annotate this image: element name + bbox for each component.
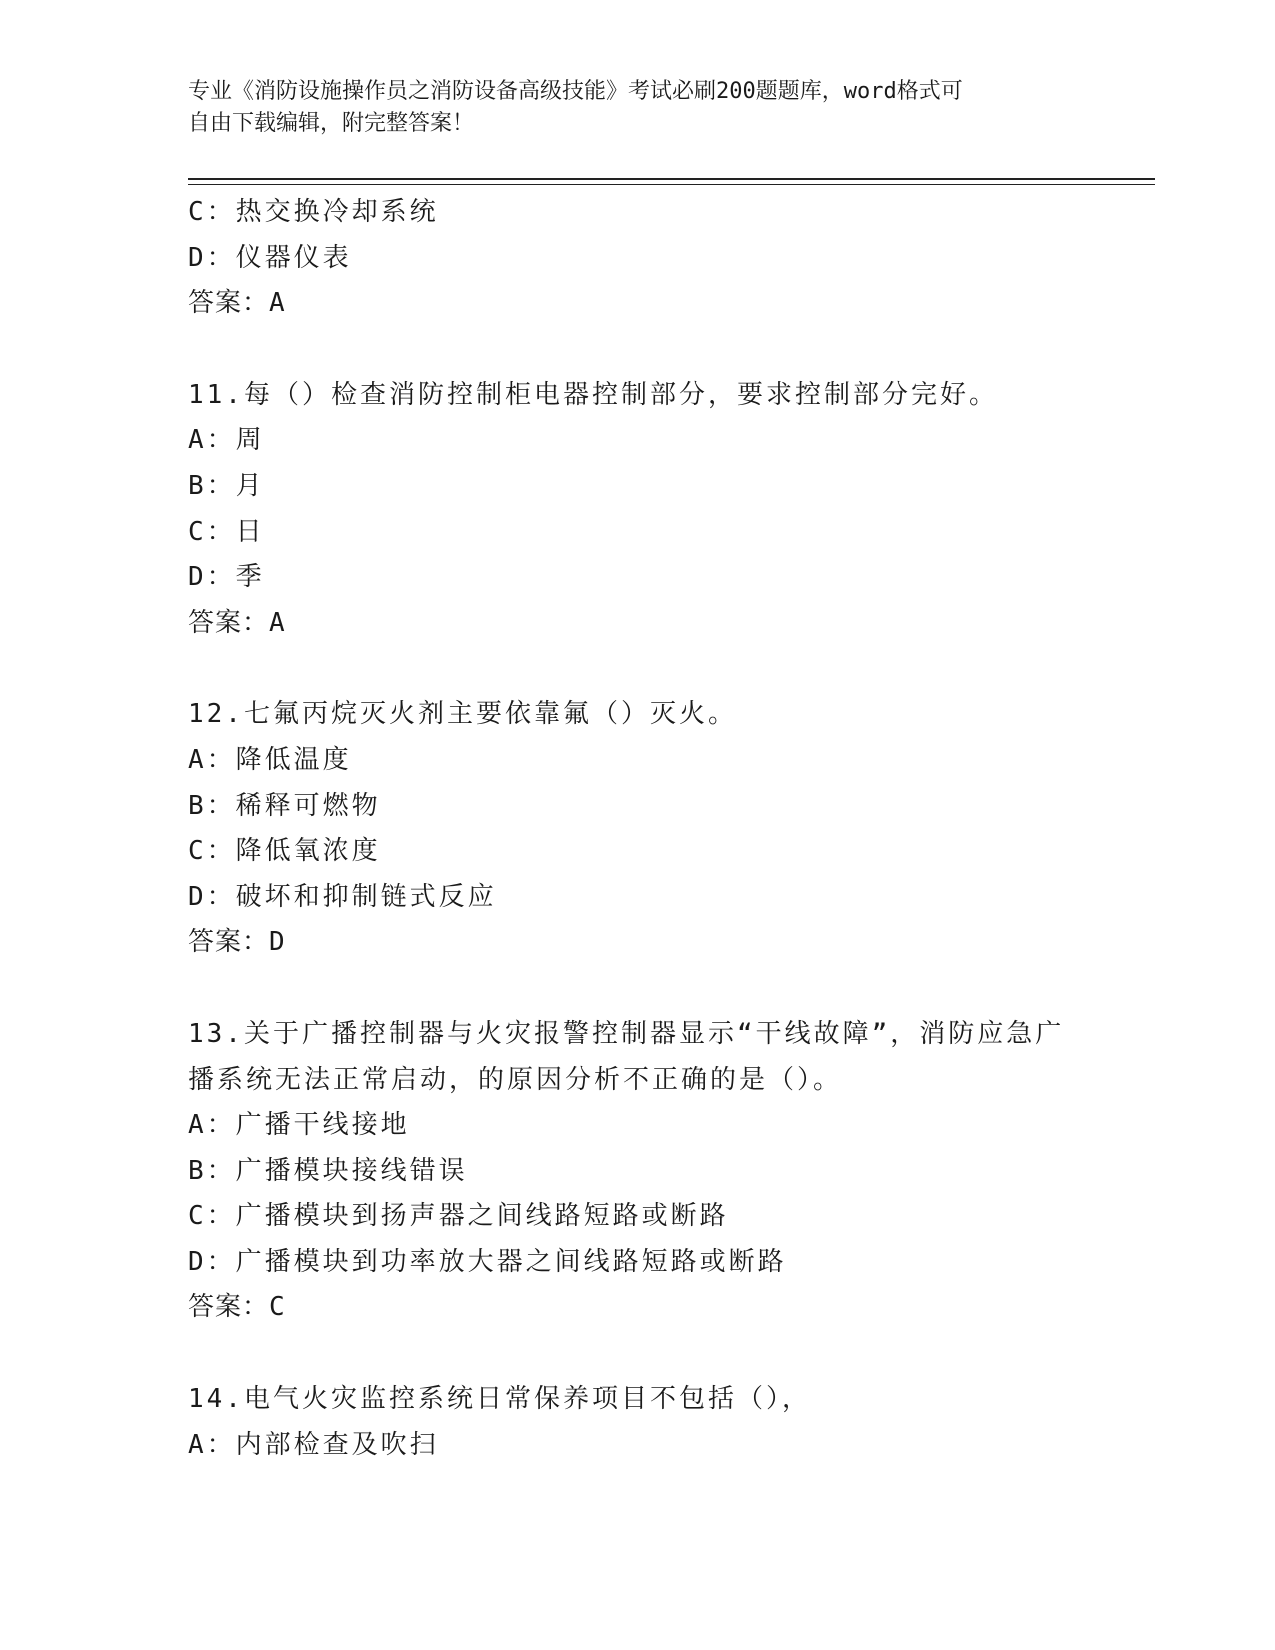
header-divider-thick [188, 178, 1155, 180]
option-a: A：周 [188, 425, 265, 456]
option-b: B：广播模块接线错误 [188, 1155, 468, 1186]
previous-question-tail [188, 190, 1108, 327]
question-stem-line-1: 13.关于广播控制器与火灾报警控制器显示“干线故障”，消防应急广 [188, 1018, 1065, 1049]
question-11 [188, 373, 1108, 647]
question-stem-line-2: 播系统无法正常启动，的原因分析不正确的是（）。 [188, 1064, 843, 1095]
header-divider-thin [188, 184, 1155, 185]
question-stem: 14.电气火灾监控系统日常保养项目不包括（）， [188, 1384, 811, 1415]
question-stem: 12.七氟丙烷灭火剂主要依靠氟（）灭火。 [188, 699, 737, 730]
header-line-2: 自由下载编辑，附完整答案！ [188, 111, 475, 136]
question-13 [188, 1012, 1108, 1331]
option-a: A：内部检查及吹扫 [188, 1429, 439, 1460]
option-c: C：降低氧浓度 [188, 836, 381, 867]
option-a: A：降低温度 [188, 744, 352, 775]
question-stem: 11.每（）检查消防控制柜电器控制部分，要求控制部分完好。 [188, 379, 998, 410]
question-list [188, 190, 1108, 1468]
document-header [188, 76, 1068, 140]
answer: 答案：A [188, 607, 286, 638]
question-12 [188, 692, 1108, 966]
answer: 答案：C [188, 1292, 286, 1323]
option-d: D：季 [188, 562, 265, 593]
option-c: C：广播模块到扬声器之间线路短路或断路 [188, 1201, 729, 1232]
header-line-1: 专业《消防设施操作员之消防设备高级技能》考试必刷200题题库，word格式可 [188, 79, 963, 104]
option-d: D：仪器仪表 [188, 242, 352, 273]
question-14 [188, 1377, 1108, 1468]
option-a: A：广播干线接地 [188, 1110, 410, 1141]
option-d: D：破坏和抑制链式反应 [188, 881, 497, 912]
answer: 答案：D [188, 927, 286, 958]
option-d: D：广播模块到功率放大器之间线路短路或断路 [188, 1246, 787, 1277]
option-b: B：稀释可燃物 [188, 790, 381, 821]
option-c: C：日 [188, 516, 265, 547]
option-b: B：月 [188, 470, 265, 501]
option-c: C：热交换冷却系统 [188, 197, 439, 227]
answer: 答案：A [188, 288, 286, 319]
